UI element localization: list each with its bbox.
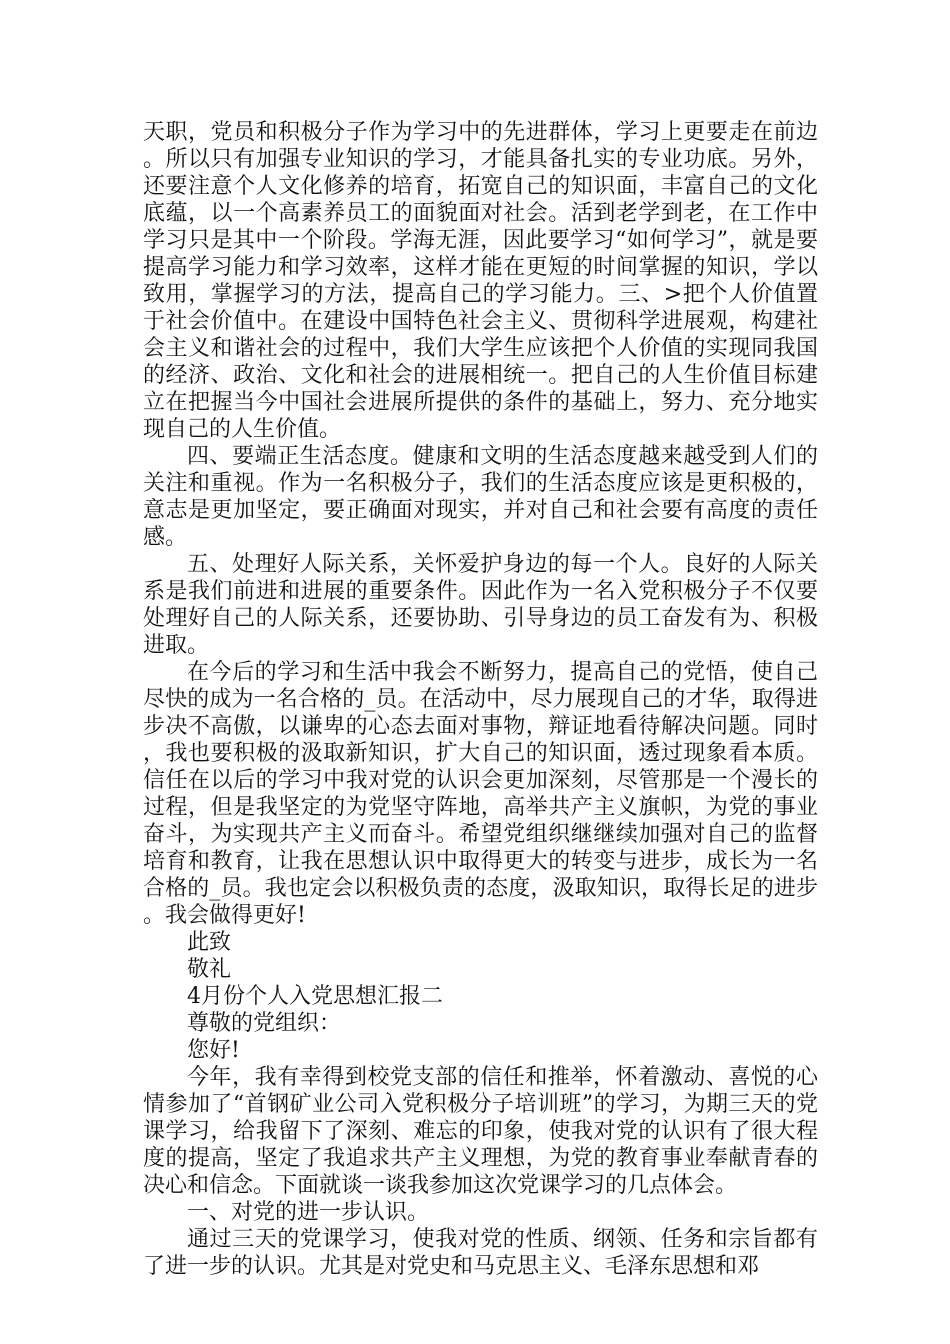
section-title: 4月份个人入党思想汇报二 (187, 984, 443, 1009)
paragraph-relationships: 五、处理好人际关系，关怀爱护身边的每一个人。良好的人际关系是我们前进和进展的重要条件。因此作为一名入党积极分子不仅要处理好自己的人际关系，还要协助、引导身边的员工奋发有为、积极进取。 (143, 552, 818, 658)
paragraph-understanding: 通过三天的党课学习，使我对党的性质、纲领、任务和宗旨都有了进一步的认识。尤其是对党史和马克思主义、毛泽东思想和邓 (143, 1227, 818, 1279)
closing-regards: 敬礼 (187, 957, 232, 982)
greeting-hello: 您好! (187, 1038, 240, 1063)
document-page (143, 119, 818, 1280)
greeting-addressee: 尊敬的党组织： (187, 1011, 342, 1036)
paragraph-life-attitude: 四、要端正生活态度。健康和文明的生活态度越来越受到人们的关注和重视。作为一名积极分子，我们的生活态度应该是更积极的，意志是更加坚定，要正确面对现实，并对自己和社会要有高度的责任感。 (143, 444, 818, 550)
closing-salutation: 此致 (187, 930, 232, 955)
paragraph-learning: 天职，党员和积极分子作为学习中的先进群体，学习上更要走在前边。所以只有加强专业知识的学习，才能具备扎实的专业功底。另外，还要注意个人文化修养的培育，拓宽自己的知识面，丰富自己的文化底蕴，以一个高素养员工的面貌面对社会。活到老学到老，在工作中学习只是其中一个阶段。学海无涯，因此要学习“如何学习”，就是要提高学习能力和学习效率，这样才能在更短的时间掌握的知识，学以致用，掌握学习的方法，提高自己的学习能力。三、>把个人价值置于社会价值中。在建设中国特色社会主义、贯彻科学进展观，构建社会主义和谐社会的过程中，我们大学生应该把个人价值的实现同我国的经济、政治、文化和社会的进展相统一。把自己的人生价值目标建立在把握当今中国社会进展所提供的条件的基础上，努力、充分地实现自己的人生价值。 (143, 120, 818, 442)
paragraph-future-effort: 在今后的学习和生活中我会不断努力，提高自己的党悟，使自己尽快的成为一名合格的_员。在活动中，尽力展现自己的才华，取得进步决不高傲，以谦卑的心态去面对事物，辩证地看待解决问题。同时，我也要积极的汲取新知识，扩大自己的知识面，透过现象看本质。信任在以后的学习中我对党的认识会更加深刻，尽管那是一个漫长的过程，但是我坚定的为党坚守阵地，高举共产主义旗帜，为党的事业奋斗，为实现共产主义而奋斗。希望党组织继继续加强对自己的监督培育和教育，让我在思想认识中取得更大的转变与进步，成长为一名合格的_员。我也定会以积极负责的态度，汲取知识，取得长足的进步。我会做得更好! (143, 660, 818, 928)
subheading-understanding: 一、对党的进一步认识。 (187, 1200, 430, 1225)
paragraph-training-intro: 今年，我有幸得到校党支部的信任和推举，怀着激动、喜悦的心情参加了“首钢矿业公司入党积极分子培训班”的学习，为期三天的党课学习，给我留下了深刻、难忘的印象，使我对党的认识有了很大程度的提高，坚定了我追求共产主义理想，为党的教育事业奉献青春的决心和信念。下面就谈一谈我参加这次党课学习的几点体会。 (143, 1065, 818, 1198)
